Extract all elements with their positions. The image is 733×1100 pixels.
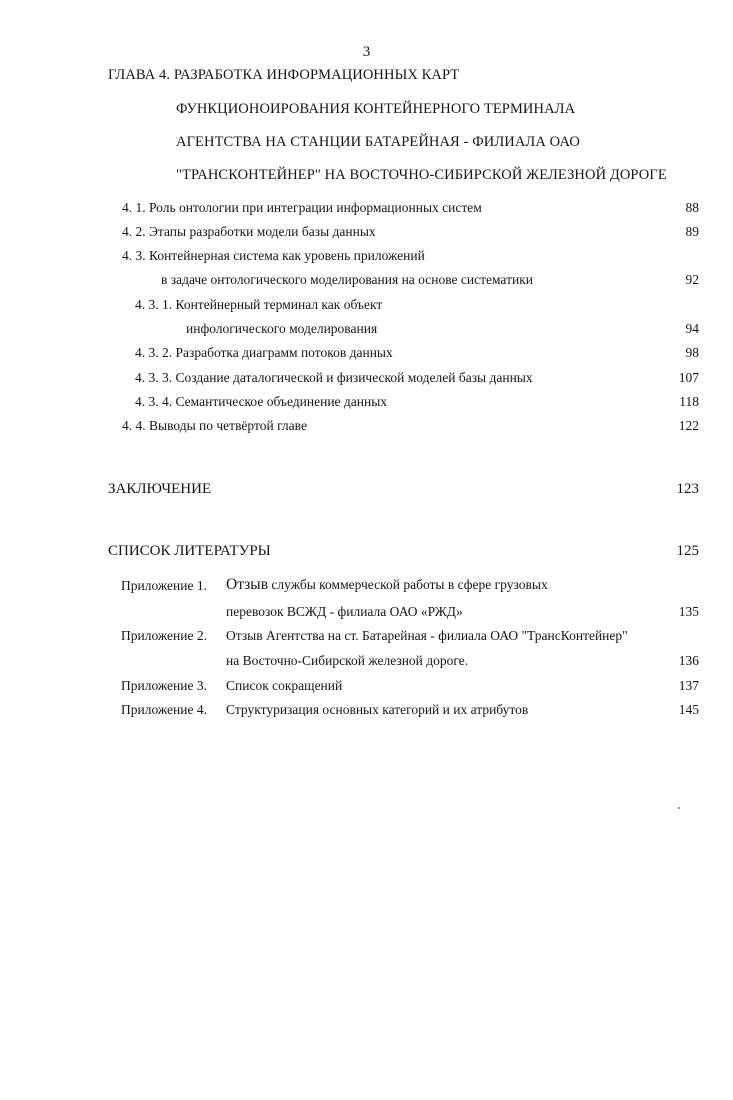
appendix-3-label: Приложение 3. [121,678,207,693]
appendix-1-line2: перевозок ВСЖД - филиала ОАО «РЖД» [226,604,463,619]
chapter-title-line-4: "ТРАНСКОНТЕЙНЕР" НА ВОСТОЧНО-СИБИРСКОЙ ЖЕЛЕЗНОЙ ДОРОГЕ [176,167,667,183]
toc-entry-4-1: 4. 1. Роль онтологии при интеграции информационных систем [122,200,482,215]
chapter-title-line-1: ГЛАВА 4. РАЗРАБОТКА ИНФОРМАЦИОННЫХ КАРТ [108,67,460,83]
toc-page: 107 [678,370,699,385]
toc-page: 94 [685,321,699,336]
toc-entry-4-2: 4. 2. Этапы разработки модели базы данных [122,224,376,239]
toc-page: 88 [685,200,699,215]
toc-page: 92 [685,272,699,287]
toc-entry-4-3-1: 4. 3. 1. Контейнерный терминал как объект [135,297,383,312]
toc-page: 98 [685,345,699,360]
appendix-1-line1 [226,576,548,594]
chapter-title-line-3: АГЕНТСТВА НА СТАНЦИИ БАТАРЕЙНАЯ - ФИЛИАЛА ОАО [176,134,580,150]
page-number: 3 [362,44,371,60]
references-page: 125 [676,543,699,559]
toc-page: 118 [679,394,699,409]
toc-entry-4-3-1-cont: инфологического моделирования [186,321,378,336]
appendix-2-line2: на Восточно-Сибирской железной дороге. [226,653,469,668]
conclusion-page: 123 [676,481,699,497]
appendix-1-first-word: Отзыв [226,576,269,593]
toc-entry-4-3-3: 4. 3. 3. Создание даталогической и физической моделей базы данных [135,370,533,385]
appendix-2-label: Приложение 2. [121,628,207,643]
appendix-3-line1: Список сокращений [226,678,343,693]
references-title: СПИСОК ЛИТЕРАТУРЫ [108,543,271,559]
appendix-4-line1: Структуризация основных категорий и их атрибутов [226,702,529,717]
appendix-2-line1: Отзыв Агентства на ст. Батарейная - филиала ОАО "ТрансКонтейнер" [226,628,628,643]
appendix-4-label: Приложение 4. [121,702,207,717]
toc-entry-4-3-4: 4. 3. 4. Семантическое объединение данных [135,394,388,409]
appendix-1-line1-rest: службы коммерческой работы в сфере грузовых [271,577,548,592]
toc-entry-4-4: 4. 4. Выводы по четвёртой главе [122,418,307,433]
chapter-title-line-2: ФУНКЦИОНОИРОВАНИЯ КОНТЕЙНЕРНОГО ТЕРМИНАЛА [176,101,576,117]
appendix-2-page: 136 [678,653,699,668]
toc-entry-4-3: 4. 3. Контейнерная система как уровень приложений [122,248,425,263]
appendix-1-label: Приложение 1. [121,578,207,593]
scan-speck [678,807,680,809]
appendix-3-page: 137 [678,678,699,693]
appendix-1-page: 135 [678,604,699,619]
toc-page: 122 [678,418,699,433]
toc-entry-4-3-cont: в задаче онтологического моделирования на основе систематики [161,272,533,287]
toc-page: 89 [685,224,699,239]
conclusion-title: ЗАКЛЮЧЕНИЕ [108,481,212,497]
appendix-4-page: 145 [678,702,699,717]
toc-entry-4-3-2: 4. 3. 2. Разработка диаграмм потоков данных [135,345,393,360]
